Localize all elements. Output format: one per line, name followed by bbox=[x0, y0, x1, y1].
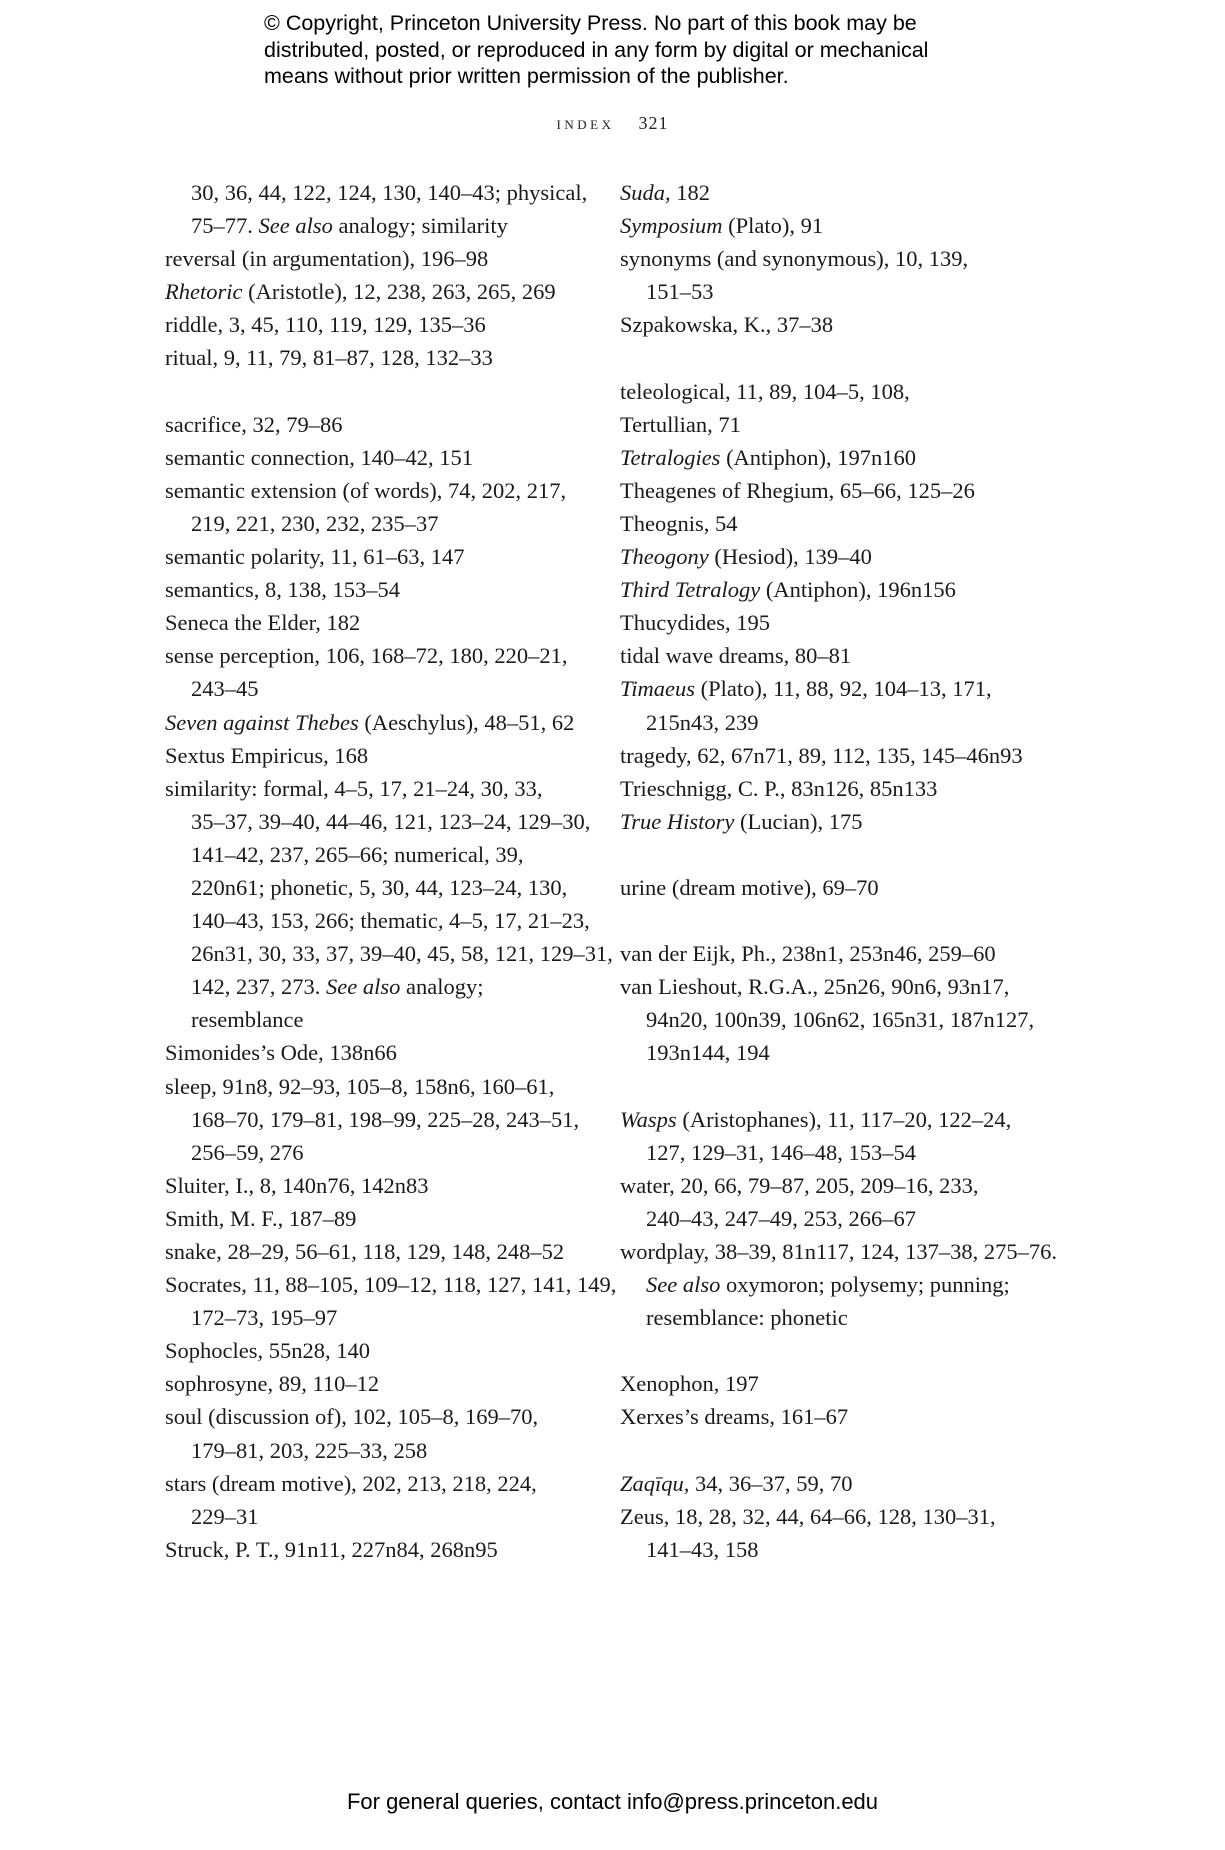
index-entry-continuation bbox=[620, 1301, 1060, 1334]
running-head-title: index bbox=[556, 113, 615, 133]
index-text: sacrifice, 32, 79–86 bbox=[165, 411, 343, 437]
index-entry bbox=[165, 1070, 605, 1103]
index-text: (Antiphon), 197n160 bbox=[720, 444, 917, 470]
index-letter-gap bbox=[165, 375, 605, 408]
index-italic-text: Tetralogies bbox=[620, 444, 721, 470]
index-italic-text: Theogony bbox=[620, 544, 709, 570]
index-entry bbox=[620, 308, 1060, 341]
index-entry-continuation bbox=[165, 871, 605, 904]
index-entry bbox=[620, 242, 1060, 275]
index-text: oxymoron; polysemy; punning; bbox=[720, 1272, 1010, 1298]
index-text: Sophocles, 55n28, 140 bbox=[165, 1338, 370, 1364]
index-text: 219, 221, 230, 232, 235–37 bbox=[191, 510, 439, 536]
index-text: 215n43, 239 bbox=[646, 709, 759, 735]
index-italic-text: Symposium bbox=[620, 213, 723, 239]
index-column-left bbox=[165, 176, 617, 1566]
index-text: Socrates, 11, 88–105, 109–12, 118, 127, 141, 149, bbox=[165, 1272, 617, 1298]
index-text: Theagenes of Rhegium, 65–66, 125–26 bbox=[620, 477, 975, 503]
index-entry-continuation bbox=[620, 275, 1060, 308]
index-entry-continuation bbox=[165, 838, 605, 871]
index-entry bbox=[620, 474, 1060, 507]
index-italic-text: See also bbox=[258, 213, 333, 239]
index-text: (Aristotle), 12, 238, 263, 265, 269 bbox=[242, 279, 556, 305]
index-entry-continuation bbox=[165, 1103, 605, 1136]
index-text: 179–81, 203, 225–33, 258 bbox=[191, 1437, 428, 1463]
index-text: Seneca the Elder, 182 bbox=[165, 610, 361, 636]
index-italic-text: Third Tetralogy bbox=[620, 577, 761, 603]
index-text: 168–70, 179–81, 198–99, 225–28, 243–51, bbox=[191, 1106, 580, 1132]
index-text: urine (dream motive), 69–70 bbox=[620, 874, 879, 900]
index-text: Trieschnigg, C. P., 83n126, 85n133 bbox=[620, 775, 938, 801]
index-italic-text: Timaeus bbox=[620, 676, 696, 702]
index-text: 30, 36, 44, 122, 124, 130, 140–43; physical, bbox=[191, 180, 588, 205]
index-text: resemblance bbox=[191, 1007, 304, 1033]
index-entry bbox=[165, 540, 605, 573]
index-entry bbox=[620, 606, 1060, 639]
index-entry bbox=[165, 573, 605, 606]
index-text: 141–43, 158 bbox=[646, 1536, 759, 1562]
index-entry bbox=[620, 772, 1060, 805]
index-text: snake, 28–29, 56–61, 118, 129, 148, 248–52 bbox=[165, 1239, 565, 1264]
index-text: water, 20, 66, 79–87, 205, 209–16, 233, bbox=[620, 1172, 979, 1198]
index-text: 142, 237, 273. bbox=[191, 974, 326, 1000]
index-text: semantic connection, 140–42, 151 bbox=[165, 444, 474, 470]
index-entry bbox=[165, 1367, 605, 1400]
index-entry bbox=[165, 1334, 605, 1367]
index-entry bbox=[620, 937, 1060, 970]
index-entry bbox=[165, 739, 605, 772]
index-entry bbox=[165, 1400, 605, 1433]
index-entry bbox=[165, 341, 605, 374]
index-entry bbox=[620, 408, 1060, 441]
index-entry-continuation bbox=[165, 176, 605, 209]
running-head bbox=[0, 113, 1225, 134]
index-text: 127, 129–31, 146–48, 153–54 bbox=[646, 1139, 916, 1165]
index-text: tidal wave dreams, 80–81 bbox=[620, 643, 852, 669]
index-text: sophrosyne, 89, 110–12 bbox=[165, 1371, 380, 1397]
index-text: 26n31, 30, 33, 37, 39–40, 45, 58, 121, 129–31, bbox=[191, 941, 613, 967]
index-italic-text: Wasps bbox=[620, 1106, 677, 1132]
index-entry bbox=[620, 1103, 1060, 1136]
index-entry-continuation bbox=[165, 209, 605, 242]
page-number: 321 bbox=[638, 113, 669, 133]
footer-contact: For general queries, contact info@press.princeton.edu bbox=[346, 1789, 879, 1814]
index-entry bbox=[620, 1235, 1060, 1268]
index-text: van der Eijk, Ph., 238n1, 253n46, 259–60 bbox=[620, 941, 996, 967]
index-entry bbox=[165, 1467, 605, 1500]
index-entry bbox=[620, 639, 1060, 672]
index-text: Zeus, 18, 28, 32, 44, 64–66, 128, 130–31, bbox=[620, 1503, 996, 1529]
index-entry-continuation bbox=[620, 706, 1060, 739]
index-column-right bbox=[620, 176, 1060, 1566]
index-entry-continuation bbox=[620, 1136, 1060, 1169]
index-text: van Lieshout, R.G.A., 25n26, 90n6, 93n17, bbox=[620, 974, 1010, 1000]
index-entry bbox=[165, 1036, 605, 1069]
index-italic-text: Suda, bbox=[620, 180, 671, 205]
index-text: (Plato), 91 bbox=[722, 213, 824, 239]
index-text: (Antiphon), 196n156 bbox=[760, 577, 956, 603]
index-text: analogy; similarity bbox=[332, 213, 508, 239]
index-text: sleep, 91n8, 92–93, 105–8, 158n6, 160–61, bbox=[165, 1073, 555, 1099]
index-entry-continuation bbox=[620, 1533, 1060, 1566]
index-entry bbox=[620, 507, 1060, 540]
index-entry-continuation bbox=[620, 1003, 1060, 1036]
index-entry-continuation bbox=[165, 1003, 605, 1036]
index-entry bbox=[165, 1235, 605, 1268]
index-entry bbox=[620, 970, 1060, 1003]
index-text: Sluiter, I., 8, 140n76, 142n83 bbox=[165, 1172, 429, 1198]
index-entry bbox=[165, 639, 605, 672]
index-letter-gap bbox=[620, 341, 1060, 374]
index-text: 240–43, 247–49, 253, 266–67 bbox=[646, 1205, 916, 1231]
index-entry bbox=[620, 573, 1060, 606]
index-text: Theognis, 54 bbox=[620, 510, 738, 536]
index-text: (Plato), 11, 88, 92, 104–13, 171, bbox=[695, 676, 992, 702]
index-text: Szpakowska, K., 37–38 bbox=[620, 312, 834, 338]
index-entry bbox=[165, 1533, 605, 1566]
index-text: Tertullian, 71 bbox=[620, 411, 741, 437]
index-entry bbox=[620, 375, 1060, 408]
index-text: 75–77. bbox=[191, 213, 259, 239]
index-text: semantic extension (of words), 74, 202, 217, bbox=[165, 477, 567, 503]
index-entry-continuation bbox=[165, 672, 605, 705]
index-text: 220n61; phonetic, 5, 30, 44, 123–24, 130, bbox=[191, 874, 568, 900]
index-text: 182 bbox=[670, 180, 710, 205]
index-entry bbox=[620, 1367, 1060, 1400]
index-entry bbox=[165, 474, 605, 507]
index-letter-gap bbox=[620, 904, 1060, 937]
copyright-line: means without prior written permission of the publisher. bbox=[264, 64, 789, 88]
index-text: semantics, 8, 138, 153–54 bbox=[165, 577, 400, 603]
index-text: 172–73, 195–97 bbox=[191, 1305, 338, 1331]
index-entry bbox=[620, 441, 1060, 474]
index-entry-continuation bbox=[165, 507, 605, 540]
index-italic-text: Rhetoric bbox=[165, 279, 243, 305]
copyright-line: distributed, posted, or reproduced in any form by digital or mechanical bbox=[264, 37, 929, 62]
index-entry bbox=[620, 871, 1060, 904]
index-text: 193n144, 194 bbox=[646, 1040, 770, 1066]
index-text: (Lucian), 175 bbox=[734, 808, 863, 834]
index-italic-text: See also bbox=[646, 1272, 721, 1298]
index-entry-continuation bbox=[165, 805, 605, 838]
index-entry bbox=[165, 1169, 605, 1202]
index-text: 94n20, 100n39, 106n62, 165n31, 187n127, bbox=[646, 1007, 1035, 1033]
index-entry bbox=[165, 1202, 605, 1235]
index-entry bbox=[165, 242, 605, 275]
index-letter-gap bbox=[620, 1070, 1060, 1103]
index-text: Xenophon, 197 bbox=[620, 1371, 759, 1397]
index-text: ritual, 9, 11, 79, 81–87, 128, 132–33 bbox=[165, 345, 493, 371]
index-entry bbox=[165, 308, 605, 341]
index-text: (Hesiod), 139–40 bbox=[708, 544, 872, 570]
index-text: Thucydides, 195 bbox=[620, 610, 770, 636]
index-entry-continuation bbox=[165, 1500, 605, 1533]
index-entry-continuation bbox=[165, 970, 605, 1003]
index-text: tragedy, 62, 67n71, 89, 112, 135, 145–46n93 bbox=[620, 742, 1023, 768]
index-text: Struck, P. T., 91n11, 227n84, 268n95 bbox=[165, 1536, 498, 1562]
index-text: stars (dream motive), 202, 213, 218, 224, bbox=[165, 1470, 537, 1496]
index-text: 256–59, 276 bbox=[191, 1139, 304, 1165]
index-text: riddle, 3, 45, 110, 119, 129, 135–36 bbox=[165, 312, 486, 338]
index-entry-continuation bbox=[165, 1434, 605, 1467]
index-entry bbox=[620, 1500, 1060, 1533]
index-text: Sextus Empiricus, 168 bbox=[165, 742, 369, 768]
index-entry-continuation bbox=[165, 937, 613, 970]
index-text: 141–42, 237, 265–66; numerical, 39, bbox=[191, 841, 524, 867]
index-entry bbox=[165, 1268, 617, 1301]
index-letter-gap bbox=[620, 1434, 1060, 1467]
index-entry bbox=[165, 772, 605, 805]
index-entry bbox=[620, 672, 1060, 705]
index-entry bbox=[620, 739, 1060, 772]
index-text: 34, 36–37, 59, 70 bbox=[689, 1470, 853, 1496]
index-text: sense perception, 106, 168–72, 180, 220–21, bbox=[165, 643, 568, 669]
index-letter-gap bbox=[620, 1334, 1060, 1367]
index-text: 35–37, 39–40, 44–46, 121, 123–24, 129–30, bbox=[191, 808, 591, 834]
index-letter-gap bbox=[620, 838, 1060, 871]
index-text: similarity: formal, 4–5, 17, 21–24, 30, 33, bbox=[165, 775, 543, 801]
index-entry bbox=[620, 176, 1060, 209]
index-italic-text: Seven against Thebes bbox=[165, 709, 359, 735]
index-text: synonyms (and synonymous), 10, 139, bbox=[620, 246, 969, 272]
copyright-notice bbox=[264, 10, 1024, 90]
index-text: Simonides’s Ode, 138n66 bbox=[165, 1040, 397, 1066]
index-entry-continuation bbox=[165, 904, 605, 937]
index-text: (Aristophanes), 11, 117–20, 122–24, bbox=[676, 1106, 1012, 1132]
index-entry bbox=[165, 606, 605, 639]
index-entry-continuation bbox=[165, 1136, 605, 1169]
index-entry bbox=[165, 275, 605, 308]
index-entry-continuation bbox=[620, 1036, 1060, 1069]
index-entry bbox=[620, 540, 1060, 573]
index-text: 140–43, 153, 266; thematic, 4–5, 17, 21–23, bbox=[191, 908, 590, 934]
index-text: 243–45 bbox=[191, 676, 259, 702]
index-entry-continuation bbox=[165, 1301, 605, 1334]
index-text: semantic polarity, 11, 61–63, 147 bbox=[165, 544, 465, 570]
index-text: (Aeschylus), 48–51, 62 bbox=[358, 709, 575, 735]
index-text: reversal (in argumentation), 196–98 bbox=[165, 246, 489, 272]
index-entry bbox=[620, 805, 1060, 838]
index-text: 229–31 bbox=[191, 1503, 259, 1529]
index-italic-text: Zaqīqu, bbox=[620, 1470, 690, 1496]
copyright-line: © Copyright, Princeton University Press. No part of this book may be bbox=[264, 11, 917, 35]
index-text: soul (discussion of), 102, 105–8, 169–70, bbox=[165, 1404, 539, 1430]
index-entry bbox=[620, 209, 1060, 242]
index-text: wordplay, 38–39, 81n117, 124, 137–38, 275–76. bbox=[620, 1239, 1058, 1264]
index-entry bbox=[620, 1169, 1060, 1202]
index-entry bbox=[165, 408, 605, 441]
index-text: resemblance: phonetic bbox=[646, 1305, 848, 1331]
index-text: analogy; bbox=[400, 974, 484, 1000]
index-italic-text: True History bbox=[620, 808, 735, 834]
index-text: Smith, M. F., 187–89 bbox=[165, 1205, 357, 1231]
index-text: 151–53 bbox=[646, 279, 714, 305]
index-text: Xerxes’s dreams, 161–67 bbox=[620, 1404, 849, 1430]
index-entry-continuation bbox=[620, 1268, 1060, 1301]
index-entry bbox=[165, 706, 605, 739]
index-italic-text: See also bbox=[326, 974, 401, 1000]
index-entry bbox=[620, 1467, 1060, 1500]
index-entry bbox=[620, 1400, 1060, 1433]
index-entry-continuation bbox=[620, 1202, 1060, 1235]
index-entry bbox=[165, 441, 605, 474]
index-text: teleological, 11, 89, 104–5, 108, bbox=[620, 378, 910, 404]
